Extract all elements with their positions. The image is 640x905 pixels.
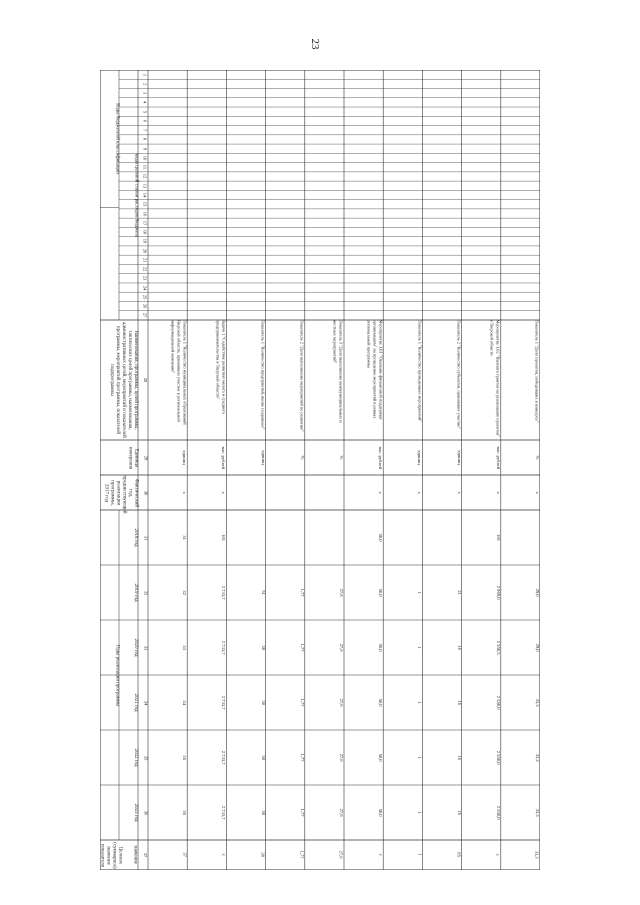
row-year-value: 50,0: [378, 533, 384, 542]
col-number: 32: [143, 590, 148, 595]
col-number: 5: [142, 110, 148, 113]
col-number: 2: [142, 82, 148, 86]
row-year-value: 33,3: [534, 753, 540, 762]
row-unit: тыс. рублей: [495, 446, 501, 469]
row-label: Задача 1 "Содействие развитию малого и среднего предпринимательства в Тверской области": [215, 319, 227, 415]
col-number: 34: [143, 700, 148, 705]
row-year-value: 2 550,0: [495, 695, 501, 710]
col-number: 18: [142, 229, 148, 235]
row-label: Мероприятие 1.02 "Выплата грантов на реализацию проектов" в Тверской области: [489, 319, 501, 438]
col-number: 35: [143, 755, 148, 760]
row-prior: [266, 475, 305, 510]
row-year-value: 16: [456, 645, 462, 650]
col-number: 26: [142, 303, 148, 309]
col-number: 36: [143, 810, 148, 815]
row-year-value: 1,77: [299, 698, 305, 707]
col-number: 4: [142, 101, 148, 104]
col-number: 27: [142, 313, 148, 318]
header-target-value: значение: [132, 845, 138, 865]
row-target: 1,77: [299, 850, 305, 859]
row-target: 38: [260, 852, 266, 858]
col-number: 33: [143, 645, 148, 650]
row-year-value: 27,6: [338, 588, 344, 597]
col-number: 3: [142, 91, 148, 95]
row-year-value: 101: [221, 534, 227, 541]
row-year-value: 2 733,7: [221, 640, 227, 655]
row-year-value: [266, 510, 305, 565]
row-prior: х: [534, 491, 540, 494]
col-number: 15: [142, 201, 148, 207]
row-year-value: 1: [417, 646, 423, 649]
row-year-value: 1: [417, 701, 423, 704]
row-year-value: 34: [182, 700, 188, 705]
col-number: 17: [142, 220, 148, 226]
row-year-value: 2 969,0: [495, 585, 501, 600]
row-prior: [305, 475, 344, 510]
row-year-value: 2 733,7: [221, 695, 227, 710]
col-number: 12: [142, 174, 148, 179]
col-number: 11: [142, 165, 148, 170]
row-year-value: 27,6: [338, 753, 344, 762]
row-label: Показатель 2 "Доля выполнения мероприятий по развитию": [299, 319, 305, 433]
col-number: 31: [143, 535, 148, 540]
col-number: 1: [142, 73, 148, 76]
row-target: х: [378, 853, 384, 857]
row-year-value: [305, 510, 344, 565]
row-label: Мероприятие 1.01 "Оказание финансовой поддержки организациям" на проведение мероприятий в рамках региональной программы: [366, 319, 384, 420]
header-year-6: 2023 год: [133, 803, 138, 822]
row-unit: %: [299, 455, 305, 460]
col-number: 21: [142, 257, 148, 263]
col-number: 10: [142, 155, 148, 161]
row-target: 1: [417, 853, 423, 857]
row-year-value: 33,3: [534, 808, 540, 817]
header-prior: Фактический год, предшествующий реализации программы, 2017 год: [103, 475, 138, 514]
header-years: Годы реализации программы: [114, 644, 119, 706]
row-prior: х: [417, 491, 423, 494]
row-year-value: 38: [260, 700, 266, 705]
header-unit: Единица измерения: [127, 446, 138, 469]
row-unit: тыс. рублей: [221, 446, 227, 469]
row-year-value: 36: [182, 810, 188, 815]
row-year-value: 50,0: [378, 588, 384, 597]
header-year-4: 2021 год: [133, 693, 138, 712]
row-year-value: 1,77: [299, 753, 305, 762]
row-year-value: 35: [182, 755, 188, 760]
row-year-value: 1,77: [299, 588, 305, 597]
col-number: 8: [142, 138, 148, 141]
row-year-value: 50,0: [378, 643, 384, 652]
col-number: 29: [143, 455, 148, 460]
header-year-3: 2020 год: [133, 638, 138, 657]
row-year-value: 31: [182, 535, 188, 540]
row-label: Показатель 3 "Доля выполнения межмуниципальных и местных мероприятий": [332, 319, 344, 424]
header-year-2: 2019 год: [133, 583, 138, 602]
row-year-value: 27,6: [338, 808, 344, 817]
header-budget-codes: Коды бюджетной классификации: [114, 103, 119, 175]
row-label: Показатель 2 "Количество субъектов, принявших участие": [456, 319, 462, 430]
col-number: 14: [142, 192, 148, 198]
header-activity: Наименования, программы, целей программы, тактических целей программы, наименования, административных целей, мероприятий и показателей программы, мероприятий программы, показателей подпрограммы: [109, 322, 138, 438]
row-year-value: 2 550,5: [495, 640, 501, 655]
row-unit: единиц: [417, 450, 423, 465]
row-target: 33,3: [534, 850, 540, 859]
row-year-value: 33: [182, 645, 188, 650]
row-unit: единиц: [456, 450, 462, 465]
row-year-value: 38: [260, 645, 266, 650]
row-year-value: 1: [417, 756, 423, 759]
col-number: 22: [142, 266, 148, 272]
row-label: Показатель 1 "Количество муниципальных образований Тверской области, принявших участие в региональной информационной кампании": [170, 319, 188, 426]
row-year-value: 29,0: [534, 643, 540, 652]
row-year-value: [501, 510, 540, 565]
col-number: 9: [142, 147, 148, 150]
col-number: 13: [142, 183, 148, 189]
row-year-value: 16: [456, 755, 462, 760]
row-year-value: 1: [417, 811, 423, 814]
page-number: 23: [309, 38, 321, 50]
row-year-value: 50,0: [378, 698, 384, 707]
row-year-value: 2 733,7: [221, 750, 227, 765]
row-year-value: 38: [260, 810, 266, 815]
row-year-value: 50,0: [378, 753, 384, 762]
row-prior: х: [495, 491, 501, 494]
row-unit: единиц: [182, 450, 188, 465]
row-target: 37: [182, 852, 188, 858]
row-prior: х: [456, 491, 462, 494]
row-unit: %: [338, 455, 344, 460]
row-target: х: [495, 853, 501, 857]
row-year-value: 50,0: [378, 808, 384, 817]
row-target: 27,6: [338, 850, 344, 859]
col-number: 20: [142, 248, 148, 253]
col-number: 30: [143, 490, 148, 495]
row-year-value: 21: [456, 590, 462, 595]
row-year-value: 101: [495, 534, 501, 541]
row-year-value: [226, 510, 265, 565]
row-prior: х: [221, 491, 227, 494]
row-year-value: 1,77: [299, 643, 305, 652]
row-year-value: 1: [417, 591, 423, 594]
col-number: 23: [142, 276, 148, 281]
row-prior: х: [182, 491, 188, 494]
col-number: 7: [142, 129, 148, 132]
row-year-value: [383, 510, 422, 565]
col-number: 19: [142, 238, 148, 244]
col-number: 24: [142, 285, 148, 290]
row-label: Показатель 1 "Доля проектов, победивших в конкурсе": [534, 319, 540, 423]
row-unit: тыс. рублей: [378, 446, 384, 469]
table-sheet: [100, 70, 540, 870]
row-unit: единиц: [260, 450, 266, 465]
row-year-value: 2 733,7: [221, 805, 227, 820]
row-year-value: 29,0: [534, 588, 540, 597]
row-year-value: 1,77: [299, 808, 305, 817]
row-year-value: 16: [456, 700, 462, 705]
col-number: 25: [142, 294, 148, 300]
row-year-value: 33,3: [534, 698, 540, 707]
row-target: х: [221, 853, 227, 857]
header-expense-codes: коды целевой статьи расходов бюджета: [133, 153, 138, 237]
row-label: Показатель 1 "Количество проведенных мероприятий": [417, 319, 423, 423]
row-target: 85: [456, 852, 462, 858]
row-year-value: 27,6: [338, 643, 344, 652]
row-year-value: 2 733,7: [221, 585, 227, 600]
row-year-value: 32: [182, 590, 188, 595]
row-prior: х: [378, 491, 384, 494]
header-year-5: 2022 год: [133, 748, 138, 767]
row-unit: %: [534, 455, 540, 460]
row-year-value: 38: [260, 755, 266, 760]
col-number: 37: [143, 852, 148, 858]
row-year-value: [422, 510, 461, 565]
col-number: 28: [143, 377, 148, 383]
row-year-value: 2 550,0: [495, 750, 501, 765]
row-year-value: 16: [456, 810, 462, 815]
row-prior: [226, 475, 265, 510]
row-label: Показатель 1 "Количество предприятий, вновь созданных": [260, 319, 266, 430]
col-number: 6: [142, 119, 148, 123]
row-year-value: 27,6: [338, 698, 344, 707]
row-year-value: 2 550,0: [495, 805, 501, 820]
header-year-1: 2018 год: [133, 528, 138, 547]
row-year-value: 51: [260, 590, 266, 595]
header-target: Целевое (суммарное) значение показателя: [99, 841, 123, 869]
col-number: 16: [142, 211, 148, 216]
